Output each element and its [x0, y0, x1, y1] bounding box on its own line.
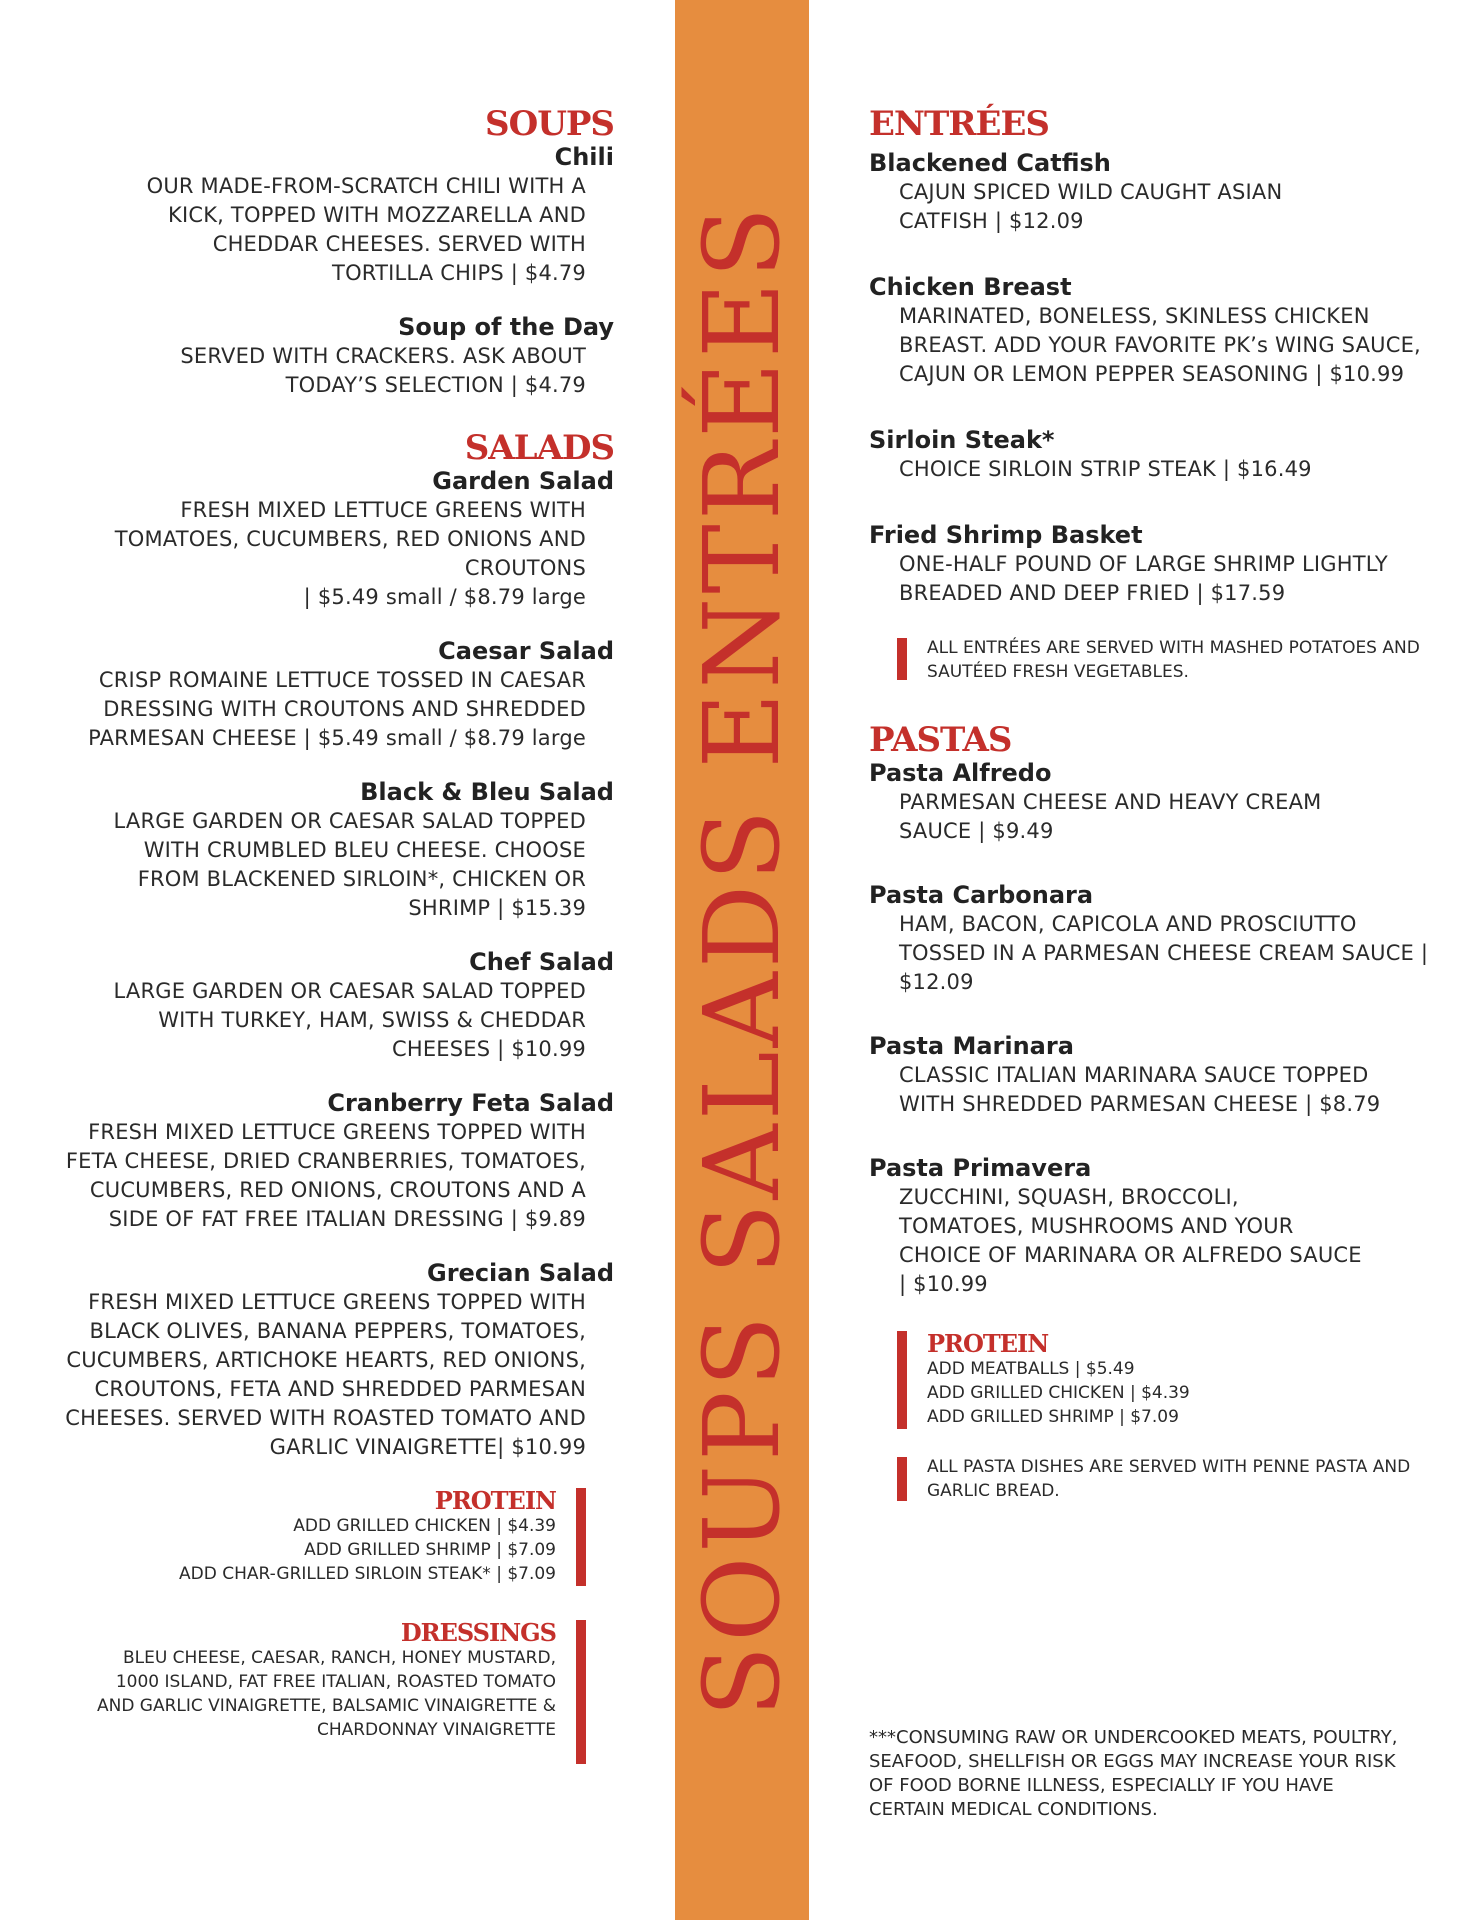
menu-item — [869, 520, 1429, 608]
item-name: Chili — [554, 143, 614, 171]
item-desc: ONE-HALF POUND OF LARGE SHRIMP LIGHTLY BREADED AND DEEP FRIED | $17.59 — [899, 552, 1388, 605]
menu-item — [869, 1153, 1429, 1299]
menu-item — [60, 947, 614, 1064]
entrees-title: ENTRÉES — [869, 104, 1049, 144]
band-title: SOUPS SALADS ENTRÉES — [681, 202, 803, 1718]
item-desc: LARGE GARDEN OR CAESAR SALAD TOPPED WITH CRUMBLED BLEU CHEESE. CHOOSE FROM BLACKENED SIRLOIN*, CHICKEN OR SHRIMP | $15.39 — [113, 809, 586, 920]
item-name: Cranberry Feta Salad — [327, 1089, 614, 1117]
soups-title: SOUPS — [485, 104, 614, 144]
protein-line: ADD CHAR-GRILLED SIRLOIN STEAK* | $7.09 — [179, 1564, 556, 1584]
protein-title: PROTEIN — [927, 1329, 1049, 1358]
right-column — [869, 106, 1429, 1503]
item-name: Sirloin Steak* — [869, 426, 1055, 454]
menu-item — [869, 1031, 1429, 1119]
pastas-title: PASTAS — [869, 720, 1012, 760]
item-price: | $5.49 small / $8.79 large — [303, 585, 586, 609]
item-name: Fried Shrimp Basket — [869, 521, 1143, 549]
salad-protein-box — [60, 1488, 614, 1586]
item-name: Pasta Carbonara — [869, 881, 1094, 909]
left-column — [60, 106, 614, 1742]
item-name: Caesar Salad — [438, 637, 614, 665]
item-desc: FRESH MIXED LETTUCE GREENS TOPPED WITH FETA CHEESE, DRIED CRANBERRIES, TOMATOES, CUCUMBERS, RED ONIONS, CROUTONS AND A SIDE OF FAT FREE ITALIAN DRESSING | $9.89 — [65, 1120, 586, 1231]
menu-item — [60, 636, 614, 753]
item-desc: FRESH MIXED LETTUCE GREENS WITH TOMATOES, CUCUMBERS, RED ONIONS AND CROUTONS — [114, 498, 586, 580]
item-desc: CHOICE SIRLOIN STRIP STEAK | $16.49 — [899, 457, 1312, 481]
item-name: Pasta Marinara — [869, 1032, 1074, 1060]
item-name: Garden Salad — [432, 467, 614, 495]
item-desc: CLASSIC ITALIAN MARINARA SAUCE TOPPED WITH SHREDDED PARMESAN CHEESE | $8.79 — [899, 1063, 1381, 1116]
item-desc: OUR MADE-FROM-SCRATCH CHILI WITH A KICK, TOPPED WITH MOZZARELLA AND CHEDDAR CHEESES. SERVED WITH TORTILLA CHIPS | $4.79 — [146, 174, 586, 285]
item-desc: HAM, BACON, CAPICOLA AND PROSCIUTTO TOSSED IN A PARMESAN CHEESE CREAM SAUCE | $12.09 — [899, 912, 1429, 994]
protein-title: PROTEIN — [434, 1486, 556, 1515]
item-name: Chicken Breast — [869, 273, 1072, 301]
item-desc: LARGE GARDEN OR CAESAR SALAD TOPPED WITH TURKEY, HAM, SWISS & CHEDDAR CHEESES | $10.99 — [113, 979, 586, 1061]
item-name: Grecian Salad — [427, 1259, 614, 1287]
menu-item — [869, 880, 1429, 997]
menu-item — [60, 142, 614, 288]
menu-item — [869, 425, 1429, 484]
menu-item — [60, 1088, 614, 1234]
pastas-note — [869, 1455, 1429, 1503]
dressings-title: DRESSINGS — [400, 1618, 556, 1647]
health-disclaimer: ***CONSUMING RAW OR UNDERCOOKED MEATS, POULTRY, SEAFOOD, SHELLFISH OR EGGS MAY INCREASE YOUR RISK OF FOOD BORNE ILLNESS, ESPECIALLY IF YOU HAVE CERTAIN MEDICAL CONDITIONS. — [869, 1727, 1398, 1820]
pasta-protein-box — [869, 1331, 1429, 1429]
item-desc: MARINATED, BONELESS, SKINLESS CHICKEN BREAST. ADD YOUR FAVORITE PK’s WING SAUCE, CAJUN OR LEMON PEPPER SEASONING | $10.99 — [899, 304, 1421, 386]
protein-line: ADD GRILLED CHICKEN | $4.39 — [293, 1516, 556, 1536]
menu-item — [869, 148, 1429, 236]
menu-item — [869, 758, 1429, 846]
note-text: ALL ENTRÉES ARE SERVED WITH MASHED POTATOES AND SAUTÉED FRESH VEGETABLES. — [927, 638, 1420, 682]
salads-title: SALADS — [464, 428, 614, 468]
menu-item — [60, 466, 614, 612]
entrees-note — [869, 636, 1429, 684]
protein-line: ADD GRILLED SHRIMP | $7.09 — [927, 1407, 1179, 1427]
protein-line: ADD GRILLED CHICKEN | $4.39 — [927, 1383, 1190, 1403]
accent-bar — [897, 1457, 907, 1501]
protein-line: ADD GRILLED SHRIMP | $7.09 — [304, 1540, 556, 1560]
dressings-text: BLEU CHEESE, CAESAR, RANCH, HONEY MUSTARD, 1000 ISLAND, FAT FREE ITALIAN, ROASTED TOMATO AND GARLIC VINAIGRETTE, BALSAMIC VINAIGRETTE & CHARDONNAY VINAIGRETTE — [96, 1648, 556, 1740]
note-text: ALL PASTA DISHES ARE SERVED WITH PENNE PASTA AND GARLIC BREAD. — [927, 1457, 1411, 1501]
item-name: Black & Bleu Salad — [360, 778, 614, 806]
item-desc: CRISP ROMAINE LETTUCE TOSSED IN CAESAR DRESSING WITH CROUTONS AND SHREDDED PARMESAN CHEESE | $5.49 small / $8.79 large — [88, 668, 586, 750]
item-desc: SERVED WITH CRACKERS. ASK ABOUT TODAY’S SELECTION | $4.79 — [180, 344, 586, 397]
accent-bar — [576, 1620, 586, 1764]
accent-bar — [897, 638, 907, 680]
item-name: Soup of the Day — [398, 313, 614, 341]
item-desc: CAJUN SPICED WILD CAUGHT ASIAN CATFISH | $12.09 — [899, 180, 1283, 233]
item-name: Blackened Catfish — [869, 149, 1111, 177]
item-desc: PARMESAN CHEESE AND HEAVY CREAM SAUCE | $9.49 — [899, 790, 1322, 843]
item-desc: ZUCCHINI, SQUASH, BROCCOLI, TOMATOES, MUSHROOMS AND YOUR CHOICE OF MARINARA OR ALFREDO SAUCE | $10.99 — [899, 1185, 1362, 1296]
protein-line: ADD MEATBALLS | $5.49 — [927, 1359, 1135, 1379]
menu-item — [869, 272, 1429, 389]
menu-item — [60, 1258, 614, 1462]
accent-bar — [897, 1331, 907, 1429]
item-name: Pasta Primavera — [869, 1154, 1092, 1182]
dressings-box — [60, 1620, 614, 1742]
menu-item — [60, 312, 614, 400]
item-name: Chef Salad — [469, 948, 614, 976]
accent-bar — [576, 1488, 586, 1586]
menu-item — [60, 777, 614, 923]
item-desc: FRESH MIXED LETTUCE GREENS TOPPED WITH BLACK OLIVES, BANANA PEPPERS, TOMATOES, CUCUMBERS, ARTICHOKE HEARTS, RED ONIONS, CROUTONS, FETA AND SHREDDED PARMESAN CHEESES. SERVED WITH ROASTED TOMATO AND GARLIC VINAIGRETTE| $10.99 — [65, 1290, 586, 1459]
item-name: Pasta Alfredo — [869, 759, 1052, 787]
